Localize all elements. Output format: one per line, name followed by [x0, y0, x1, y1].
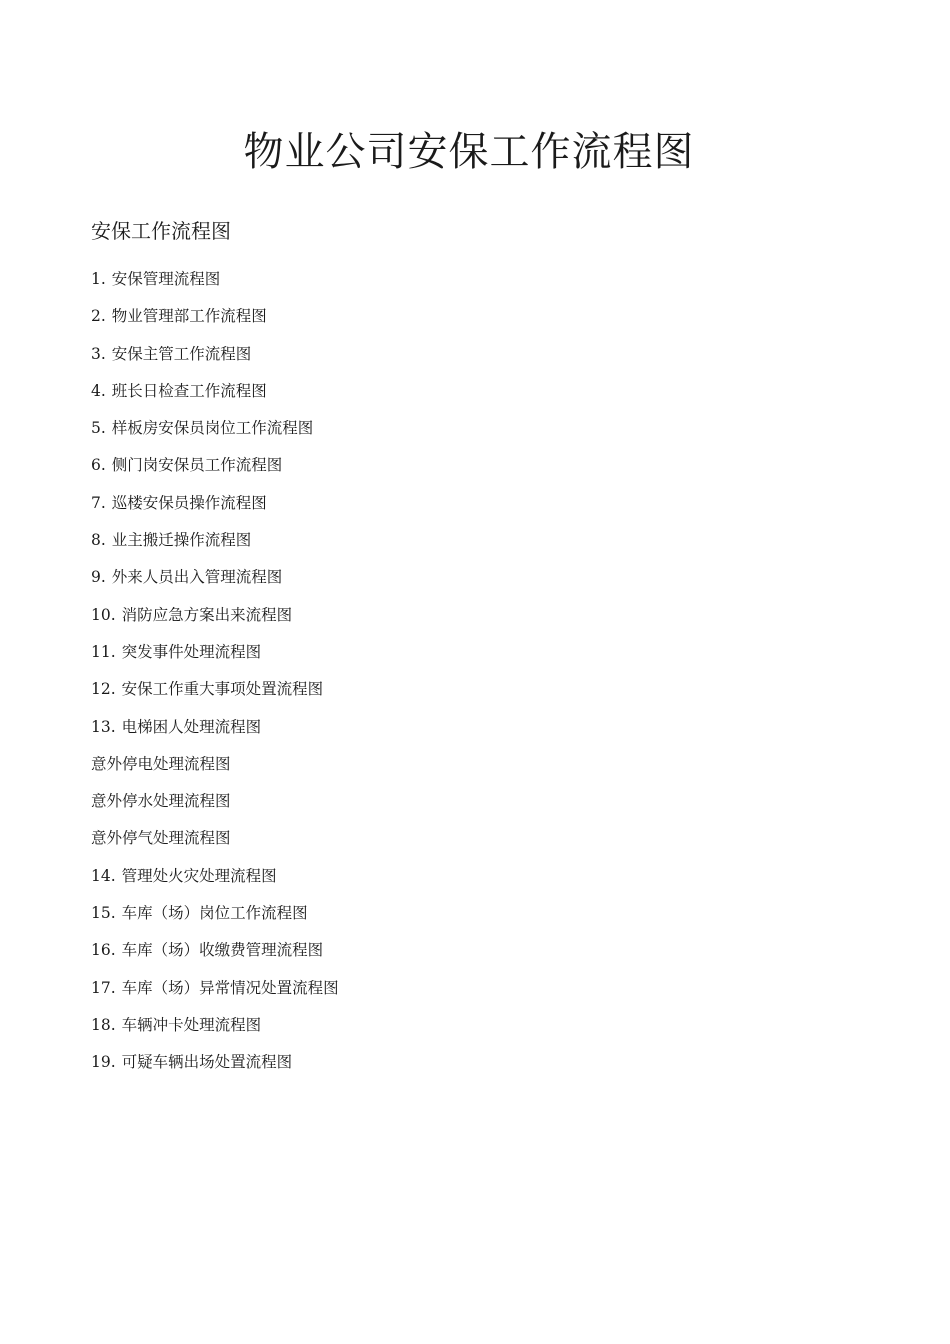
toc-item-number: 4.: [91, 381, 106, 400]
toc-item-number: 1.: [91, 270, 106, 288]
toc-item-number: 3.: [91, 344, 106, 363]
toc-item-number: 5.: [91, 419, 106, 438]
toc-item: [91, 563, 339, 600]
toc-item-text: 意外停气处理流程图: [91, 829, 231, 848]
section-heading: 安保工作流程图: [91, 219, 231, 243]
toc-item-number: 15.: [91, 904, 116, 923]
toc-item-number: 16.: [91, 941, 116, 960]
toc-item: [91, 824, 339, 861]
toc-item: [91, 302, 339, 339]
toc-item-text: 车库（场）异常情况处置流程图: [121, 978, 339, 997]
toc-item-number: 8.: [91, 531, 106, 550]
toc-item: [91, 787, 339, 824]
toc-item: [91, 1048, 339, 1085]
toc-item-text: 管理处火灾处理流程图: [121, 866, 277, 885]
toc-item: [91, 377, 339, 414]
toc-item-number: 2.: [91, 307, 106, 326]
toc-item-text: 意外停电处理流程图: [91, 754, 231, 773]
toc-item-text: 消防应急方案出来流程图: [121, 605, 293, 624]
toc-item-text: 车库（场）岗位工作流程图: [121, 904, 308, 923]
toc-item-text: 车辆冲卡处理流程图: [121, 1015, 262, 1034]
toc-item-text: 电梯困人处理流程图: [121, 717, 262, 736]
toc-item-text: 安保管理流程图: [111, 270, 221, 288]
toc-item-number: 14.: [91, 866, 116, 885]
toc-item-number: 12.: [91, 680, 116, 699]
toc-item-number: 18.: [91, 1015, 116, 1034]
toc-item-text: 可疑车辆出场处置流程图: [121, 1053, 293, 1072]
toc-item-number: 6.: [91, 456, 106, 475]
toc-item-text: 安保主管工作流程图: [111, 344, 252, 363]
toc-item: [91, 451, 339, 488]
toc-item-number: 17.: [91, 978, 116, 997]
toc-item-number: 7.: [91, 493, 106, 512]
toc-item: [91, 899, 339, 936]
toc-item-text: 车库（场）收缴费管理流程图: [121, 941, 324, 960]
toc-item-text: 意外停水处理流程图: [91, 792, 231, 811]
toc-item-number: 9.: [91, 568, 106, 587]
toc-item-number: 11.: [91, 642, 116, 661]
toc-item: [91, 601, 339, 638]
toc-item: [91, 1011, 339, 1048]
toc-item-text: 样板房安保员岗位工作流程图: [111, 419, 314, 438]
toc-item: [91, 713, 339, 750]
toc-list: [91, 265, 339, 1086]
toc-item: [91, 862, 339, 899]
toc-item-text: 外来人员出入管理流程图: [111, 568, 283, 587]
toc-item: [91, 526, 339, 563]
toc-item: [91, 936, 339, 973]
toc-item: [91, 414, 339, 451]
toc-item-text: 物业管理部工作流程图: [111, 307, 267, 326]
toc-item-text: 巡楼安保员操作流程图: [111, 493, 267, 512]
document-title: 物业公司安保工作流程图: [243, 129, 695, 175]
toc-item-text: 突发事件处理流程图: [121, 642, 262, 661]
toc-item: [91, 675, 339, 712]
toc-item-text: 侧门岗安保员工作流程图: [111, 456, 283, 475]
toc-item: [91, 638, 339, 675]
toc-item: [91, 750, 339, 787]
toc-item-text: 安保工作重大事项处置流程图: [121, 680, 324, 699]
toc-item-number: 19.: [91, 1053, 116, 1072]
toc-item: [91, 340, 339, 377]
toc-item-text: 业主搬迁操作流程图: [111, 531, 252, 550]
toc-item: [91, 489, 339, 526]
toc-item-number: 10.: [91, 605, 116, 624]
toc-item-number: 13.: [91, 717, 116, 736]
toc-item-text: 班长日检查工作流程图: [111, 381, 267, 400]
toc-item: [91, 974, 339, 1011]
toc-item: [91, 265, 339, 302]
